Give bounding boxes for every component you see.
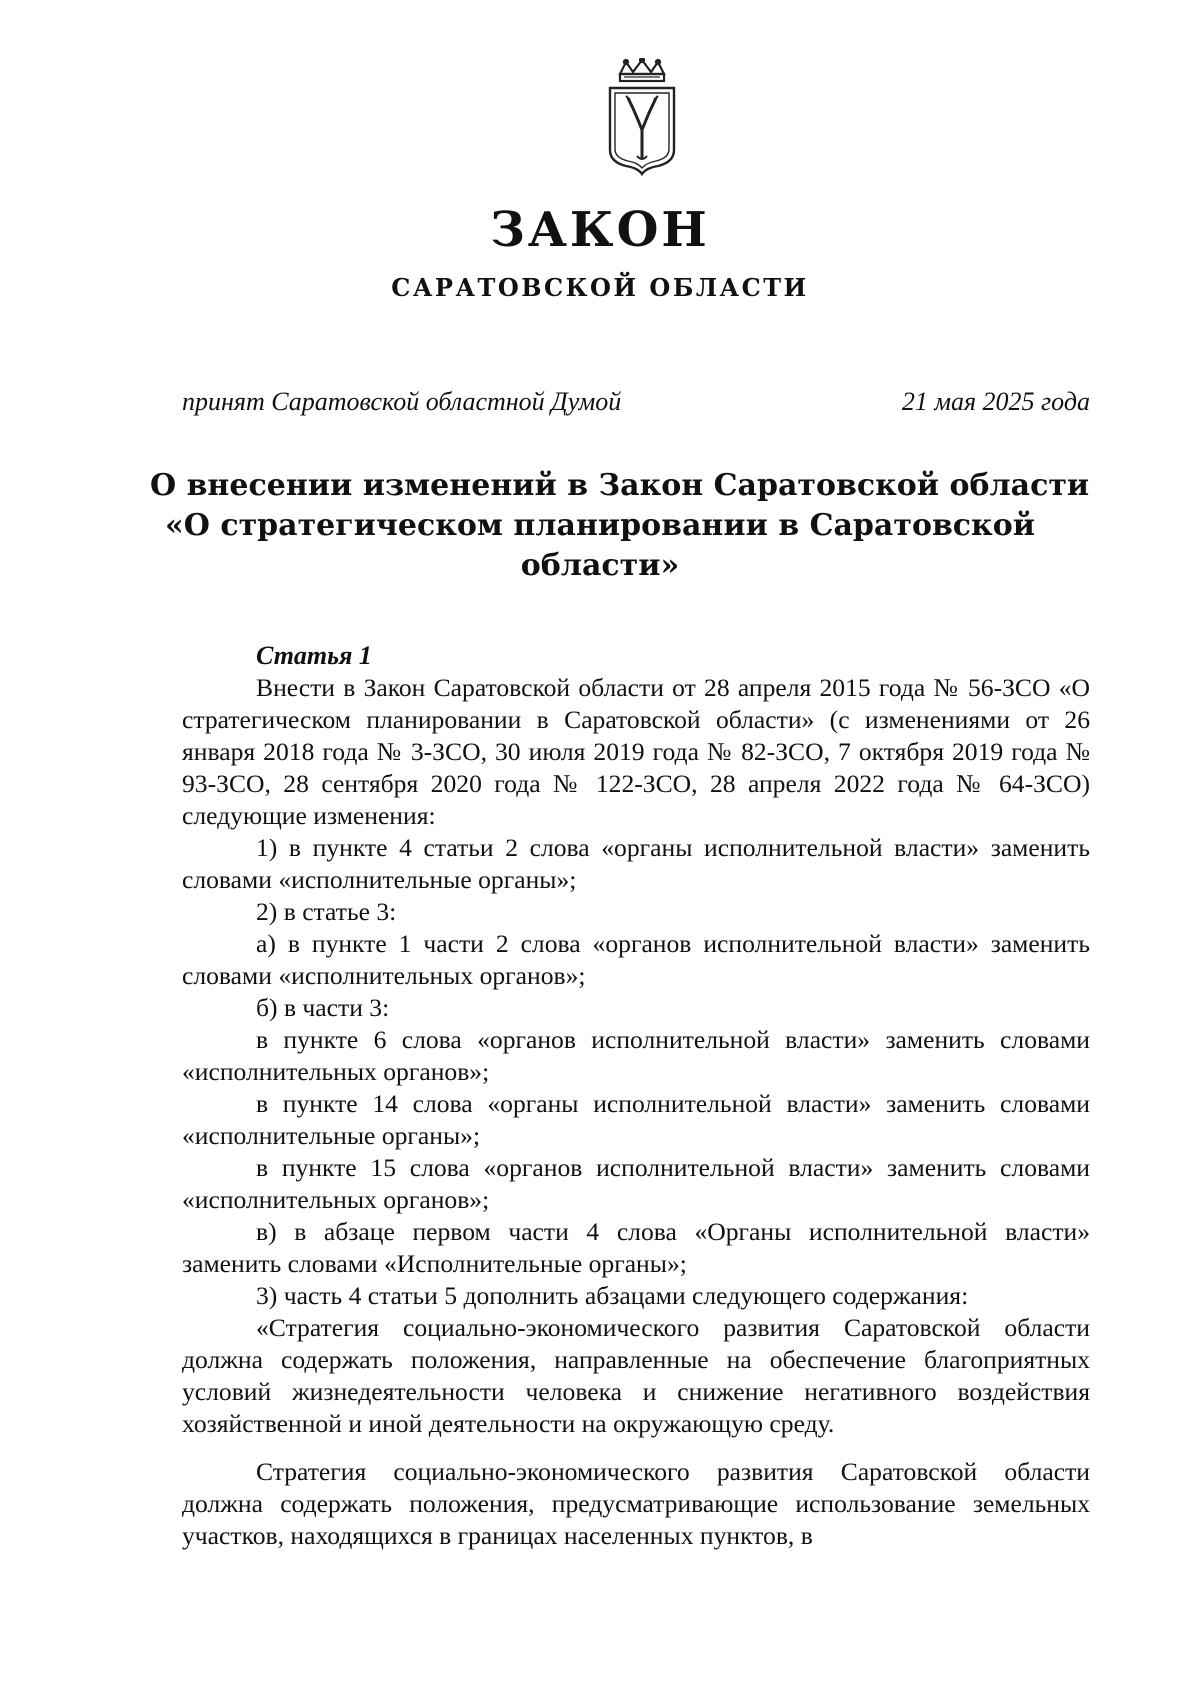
article-body xyxy=(182,672,1090,1552)
paragraph: 3) часть 4 статьи 5 дополнить абзацами следующего содержания: xyxy=(256,1281,969,1310)
law-title: ЗАКОН xyxy=(490,202,710,258)
region-title: САРАТОВСКОЙ ОБЛАСТИ xyxy=(391,273,809,302)
article-label: Статья 1 xyxy=(256,641,372,670)
heading-line-3: области» xyxy=(520,548,680,583)
paragraph: в пункте 14 слова «органы исполнительной власти» заменить словами «исполнительные органы»; xyxy=(182,1089,1090,1150)
adopted-date: 21 мая 2025 года xyxy=(901,387,1090,416)
paragraph: «Стратегия социально-экономического развития Саратовской области должна содержать положения, направленные на обеспечение благоприятных условий жизнедеятельности человека и снижение негативного воздействия хозяйственной и иной деятельности на окружающую среду. xyxy=(182,1313,1090,1438)
heading-line-1: О внесении изменений в Закон Саратовской области xyxy=(150,468,1090,503)
paragraph: б) в части 3: xyxy=(256,993,390,1022)
coat-of-arms-svg xyxy=(606,58,678,176)
law-heading xyxy=(150,466,1090,586)
paragraph: Стратегия социально-экономического развития Саратовской области должна содержать положения, предусматривающие использование земельных участков, находящихся в границах населенных пунктов, в xyxy=(182,1457,1090,1550)
paragraph: в пункте 15 слова «органов исполнительной власти» заменить словами «исполнительных органов»; xyxy=(182,1153,1090,1214)
paragraph: 1) в пункте 4 статьи 2 слова «органы исполнительной власти» заменить словами «исполнительные органы»; xyxy=(182,833,1090,894)
paragraph: а) в пункте 1 части 2 слова «органов исполнительной власти» заменить словами «исполнительных органов»; xyxy=(182,929,1090,990)
paragraph: 2) в статье 3: xyxy=(256,897,397,926)
adopted-by: принят Саратовской областной Думой xyxy=(182,387,622,416)
coat-of-arms-icon xyxy=(606,58,678,176)
paragraph: Внести в Закон Саратовской области от 28 апреля 2015 года № 56-ЗСО «О стратегическом планировании в Саратовской области» (с изменениями от 26 января 2018 года № 3-ЗСО, 30 июля 2019 года № 82-ЗСО, 7 октября 2019 года № 93-ЗСО, 28 сентября 2020 года № 122-ЗСО, 28 апреля 2022 года № 64-ЗСО) следующие изменения: xyxy=(182,673,1090,830)
paragraph: в) в абзаце первом части 4 слова «Органы исполнительной власти» заменить словами «Исполнительные органы»; xyxy=(182,1217,1090,1278)
heading-line-2: «О стратегическом планировании в Саратовской xyxy=(165,508,1035,543)
paragraph: в пункте 6 слова «органов исполнительной власти» заменить словами «исполнительных органов»; xyxy=(182,1025,1090,1086)
